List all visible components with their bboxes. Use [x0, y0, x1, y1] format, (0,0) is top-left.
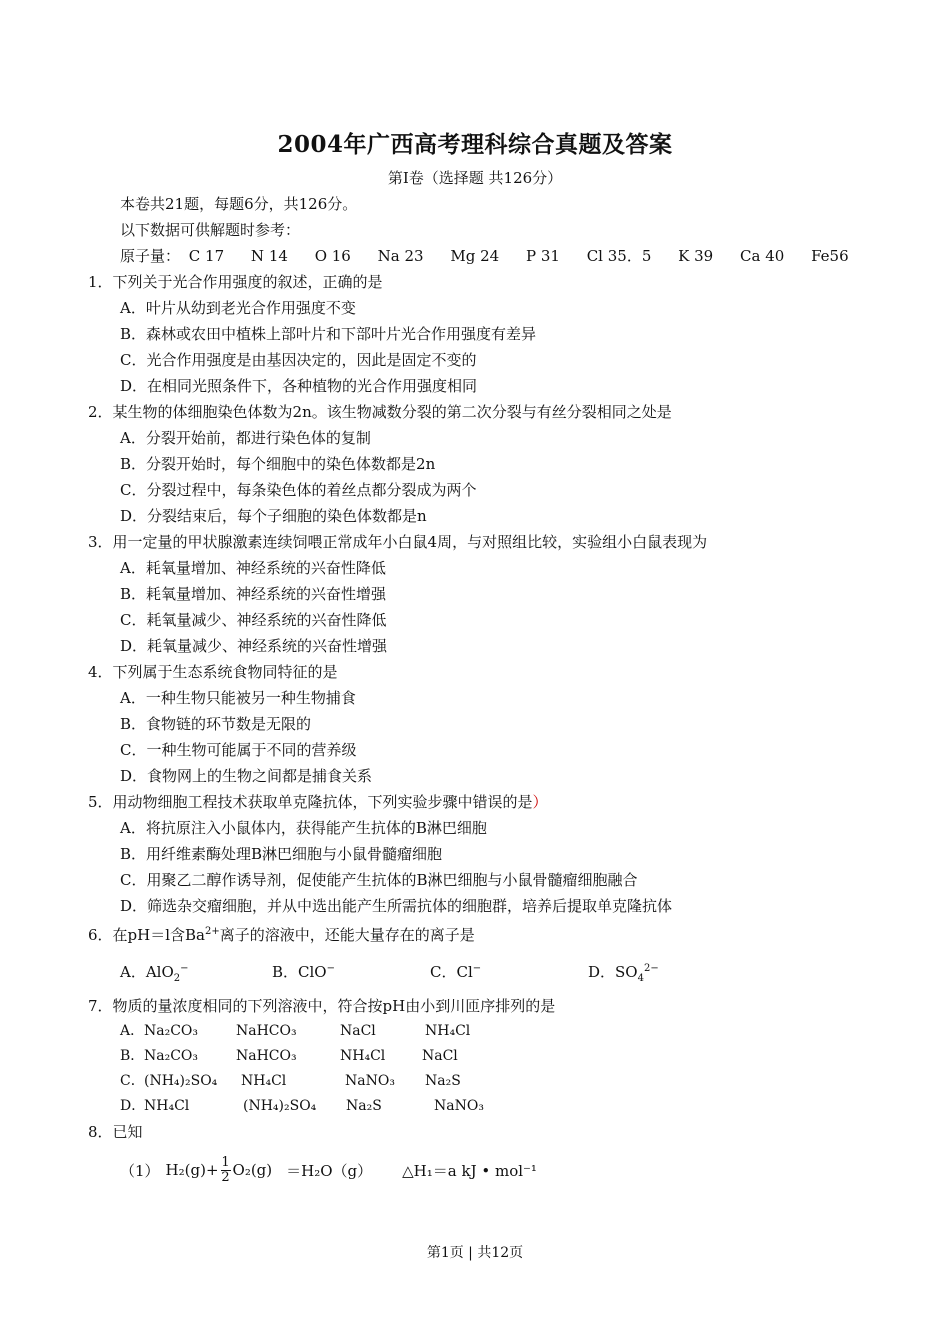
fraction-denominator: 2 — [221, 1169, 230, 1185]
product: ＝H₂O（g） — [286, 1161, 373, 1180]
formula: Na₂S — [425, 1073, 461, 1089]
question-stem-text: 离子的溶液中，还能大量存在的离子是 — [219, 926, 475, 944]
formula: NH₄Cl — [241, 1073, 287, 1089]
option-c: C．耗氧量减少、神经系统的兴奋性降低 — [120, 611, 387, 629]
equation-number: （1） — [120, 1161, 160, 1180]
formula: NaNO₃ — [345, 1073, 395, 1089]
formula: NaCl — [422, 1048, 458, 1064]
option-d — [588, 945, 659, 993]
option-b: B．食物链的环节数是无限的 — [120, 715, 312, 733]
ion-formula — [185, 926, 220, 944]
option-b: B．用纤维素酶处理B淋巴细胞与小鼠骨髓瘤细胞 — [120, 845, 443, 863]
formula: NaHCO₃ — [236, 1048, 297, 1064]
option-row-d — [0, 1094, 950, 1119]
question-stem: 2．某生物的体细胞染色体数为2n。该生物减数分裂的第二次分裂与有丝分裂相同之处是 — [88, 403, 672, 421]
option-b: B．耗氧量增加、神经系统的兴奋性增强 — [120, 585, 387, 603]
exam-body — [0, 191, 950, 1145]
option-a: A．分裂开始前，都进行染色体的复制 — [120, 429, 371, 447]
atomic-mass: C 17 — [188, 247, 225, 265]
enthalpy-change: △H₁＝a kJ • mol⁻¹ — [402, 1161, 537, 1180]
option-a: A．一种生物只能被另一种生物捕食 — [120, 689, 356, 707]
option-d: D．在相同光照条件下，各种植物的光合作用强度相同 — [120, 377, 478, 395]
option-d: D．耗氧量减少、神经系统的兴奋性增强 — [120, 637, 388, 655]
option-row-a — [0, 1019, 950, 1044]
option-label: D． — [588, 963, 616, 981]
formula: (NH₄)₂SO₄ — [144, 1073, 218, 1089]
option-label: D． — [120, 1098, 146, 1114]
formula: NH₄Cl — [425, 1023, 471, 1039]
option-label: C． — [120, 1073, 145, 1089]
intro-line: 以下数据可供解题时参考： — [120, 221, 301, 239]
option-c — [430, 945, 481, 993]
question-stem: 7．物质的量浓度相同的下列溶液中，符合按pH由小到川匝序排列的是 — [88, 997, 556, 1015]
formula: Na₂CO₃ — [144, 1048, 199, 1064]
atomic-mass: P 31 — [525, 247, 560, 265]
option-d: D．筛选杂交瘤细胞，并从中选出能产生所需抗体的细胞群，培养后提取单克隆抗体 — [120, 897, 673, 915]
formula: NH₄Cl — [144, 1098, 190, 1114]
option-a — [120, 945, 189, 993]
section-subtitle: 第Ⅰ卷（选择题 共126分） — [387, 169, 563, 187]
atomic-mass: Cl 35．5 — [586, 247, 652, 265]
formula-subscript: 2 — [173, 973, 181, 984]
option-a: A．叶片从幼到老光合作用强度不变 — [120, 299, 356, 317]
question-stem: 3．用一定量的甲状腺激素连续饲喂正常成年小白鼠4周，与对照组比较，实验组小白鼠表现为 — [88, 533, 708, 551]
option-b — [272, 945, 335, 993]
option-formula: Cl — [456, 963, 473, 981]
option-formula: AlO — [145, 963, 174, 981]
ion-symbol: Ba — [185, 926, 205, 944]
thermo-equation — [120, 1150, 537, 1190]
atomic-mass: Na 23 — [377, 247, 424, 265]
formula: NaNO₃ — [434, 1098, 484, 1114]
page-title: 2004年广西高考理科综合真题及答案 — [277, 131, 673, 158]
option-c: C．光合作用强度是由基因决定的，因此是固定不变的 — [120, 351, 477, 369]
page-footer: 第1页 | 共12页 — [426, 1245, 524, 1261]
question-stem — [0, 919, 950, 945]
fraction-numerator: 1 — [221, 1154, 230, 1170]
option-formula: SO — [615, 963, 638, 981]
option-row — [0, 945, 950, 993]
formula: Na₂CO₃ — [144, 1023, 199, 1039]
atomic-mass: N 14 — [250, 247, 288, 265]
option-formula: ClO — [298, 963, 327, 981]
question-stem: 4．下列属于生态系统食物同特征的是 — [88, 663, 338, 681]
atomic-mass: Fe56 — [811, 247, 849, 265]
formula-charge: 2− — [643, 963, 659, 974]
question-stem: 1．下列关于光合作用强度的叙述，正确的是 — [88, 273, 383, 291]
formula-charge: − — [180, 963, 189, 974]
question-stem: 8．已知 — [88, 1123, 143, 1141]
atomic-mass-label: 原子量： — [120, 247, 181, 265]
option-label: C． — [430, 963, 457, 981]
formula-charge: − — [472, 963, 482, 974]
question-stem-text: 5．用动物细胞工程技术获取单克隆抗体，下列实验步骤中错误的是 — [88, 793, 533, 811]
stray-parenthesis: ） — [532, 793, 548, 811]
reactant-o2: O₂(g) — [232, 1161, 273, 1179]
reactant-h2: H₂(g)+ — [165, 1161, 219, 1179]
atomic-mass: O 16 — [314, 247, 351, 265]
option-a: A．将抗原注入小鼠体内，获得能产生抗体的B淋巴细胞 — [120, 819, 487, 837]
option-b: B．森林或农田中植株上部叶片和下部叶片光合作用强度有差异 — [120, 325, 537, 343]
atomic-mass: Ca 40 — [740, 247, 785, 265]
atomic-mass-line — [0, 243, 950, 269]
formula: Na₂S — [346, 1098, 382, 1114]
option-c: C．一种生物可能属于不同的营养级 — [120, 741, 357, 759]
option-label: B． — [272, 963, 299, 981]
atomic-mass: K 39 — [678, 247, 714, 265]
formula: NaCl — [340, 1023, 376, 1039]
atomic-mass: Mg 24 — [450, 247, 500, 265]
option-b: B．分裂开始时，每个细胞中的染色体数都是2n — [120, 455, 436, 473]
question-stem — [0, 789, 950, 815]
formula: (NH₄)₂SO₄ — [243, 1098, 317, 1114]
formula-subscript: 4 — [637, 973, 644, 984]
formula: NaHCO₃ — [236, 1023, 297, 1039]
option-d: D．食物网上的生物之间都是捕食关系 — [120, 767, 373, 785]
question-stem-text: 6．在pH＝l含 — [88, 926, 186, 944]
fraction-half — [221, 1156, 231, 1185]
option-c: C．分裂过程中，每条染色体的着丝点都分裂成为两个 — [120, 481, 477, 499]
option-c: C．用聚乙二醇作诱导剂，促使能产生抗体的B淋巴细胞与小鼠骨髓瘤细胞融合 — [120, 871, 638, 889]
option-label: A． — [120, 1023, 145, 1039]
option-row-c — [0, 1069, 950, 1094]
intro-line: 本卷共21题，每题6分，共126分。 — [120, 195, 358, 213]
option-label: A． — [120, 963, 146, 981]
option-row-b — [0, 1044, 950, 1069]
formula-charge: − — [326, 963, 335, 974]
option-a: A．耗氧量增加、神经系统的兴奋性降低 — [120, 559, 386, 577]
formula: NH₄Cl — [340, 1048, 386, 1064]
option-label: B． — [120, 1048, 145, 1064]
ion-charge: 2+ — [205, 926, 220, 937]
option-d: D．分裂结束后，每个子细胞的染色体数都是n — [120, 507, 427, 525]
